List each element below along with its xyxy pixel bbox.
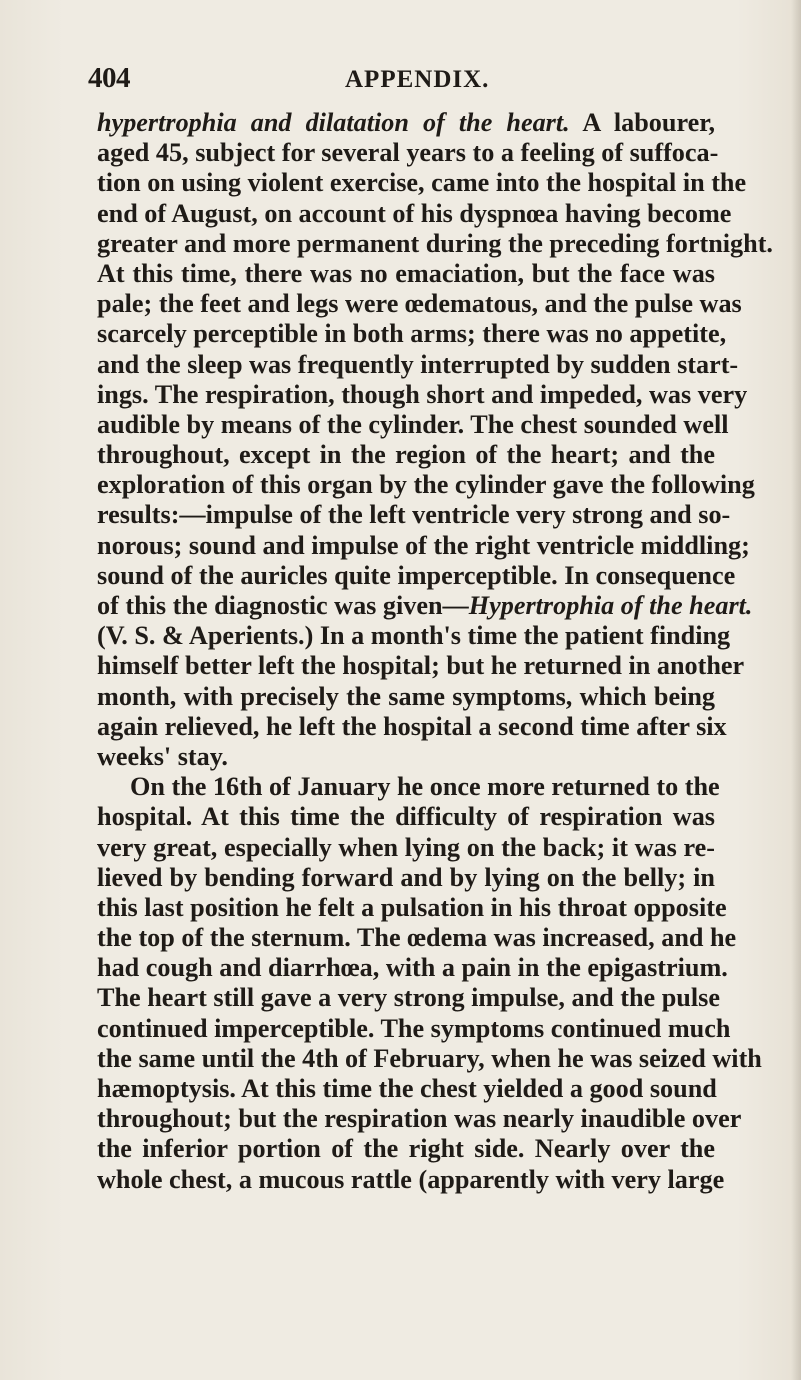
text-line: tion on using violent exercise, came into the hospital in the	[97, 168, 747, 198]
line-text: of this the diagnostic was given—	[97, 591, 469, 620]
text-line: this last position he felt a pulsation in his throat opposite	[97, 892, 727, 922]
text-line: end of August, on account of his dyspnœa having become	[97, 198, 732, 228]
running-head: APPENDIX.	[345, 66, 490, 93]
text-line: (V. S. & Aperients.) In a month's time the patient finding	[97, 621, 731, 651]
text-line: the same until the 4th of February, when he was seized with	[97, 1043, 762, 1073]
text-line: sound of the auricles quite imperceptible. In consequence	[97, 560, 736, 590]
text-line: scarcely perceptible in both arms; there was no appetite,	[97, 319, 727, 349]
text-line: On the 16th of January he once more returned to the	[130, 772, 720, 802]
text-line: month, with precisely the same symptoms, which being	[97, 681, 715, 711]
page-edge-shadow	[791, 0, 801, 1380]
text-line: results:—impulse of the left ventricle very strong and so-	[97, 500, 731, 530]
text-line: again relieved, he left the hospital a second time after six	[97, 711, 727, 741]
text-line: throughout, except in the region of the heart; and the	[97, 440, 715, 470]
line-text: A labourer,	[569, 108, 716, 137]
text-line	[97, 108, 715, 138]
text-line: throughout; but the respiration was nearly inaudible over	[97, 1104, 742, 1134]
text-line: The heart still gave a very strong impulse, and the pulse	[97, 983, 720, 1013]
text-line: At this time, there was no emaciation, but the face was	[97, 258, 715, 288]
text-line: hospital. At this time the difficulty of respiration was	[97, 802, 715, 832]
text-line: lieved by bending forward and by lying on the belly; in	[97, 862, 715, 892]
text-line: greater and more permanent during the preceding fortnight.	[97, 228, 773, 258]
text-line: ings. The respiration, though short and impeded, was very	[97, 379, 748, 409]
text-line: audible by means of the cylinder. The chest sounded well	[97, 409, 729, 439]
page-header	[0, 62, 801, 106]
text-line: the inferior portion of the right side. Nearly over the	[97, 1134, 715, 1164]
text-line: exploration of this organ by the cylinder gave the following	[97, 470, 755, 500]
text-line: himself better left the hospital; but he returned in another	[97, 651, 745, 681]
text-line	[97, 591, 753, 621]
text-line: pale; the feet and legs were œdematous, and the pulse was	[97, 289, 742, 319]
italic-diagnosis: Hypertrophia of the heart.	[468, 591, 753, 620]
text-line: continued imperceptible. The symptoms continued much	[97, 1013, 731, 1043]
text-line: very great, especially when lying on the back; it was re-	[97, 832, 715, 862]
text-line: had cough and diarrhœa, with a pain in the epigastrium.	[97, 953, 728, 983]
italic-heading: hypertrophia and dilatation of the heart.	[97, 108, 570, 137]
text-line: and the sleep was frequently interrupted by sudden start-	[97, 349, 739, 379]
text-line: norous; sound and impulse of the right ventricle middling;	[97, 530, 750, 560]
body-text	[97, 108, 773, 1195]
text-line: weeks' stay.	[97, 741, 228, 771]
text-line: whole chest, a mucous rattle (apparently with very large	[97, 1164, 725, 1194]
text-line: aged 45, subject for several years to a feeling of suffoca-	[97, 138, 719, 168]
text-line: the top of the sternum. The œdema was increased, and he	[97, 923, 737, 953]
page-number: 404	[88, 62, 130, 94]
text-line: hæmoptysis. At this time the chest yielded a good sound	[97, 1074, 717, 1103]
